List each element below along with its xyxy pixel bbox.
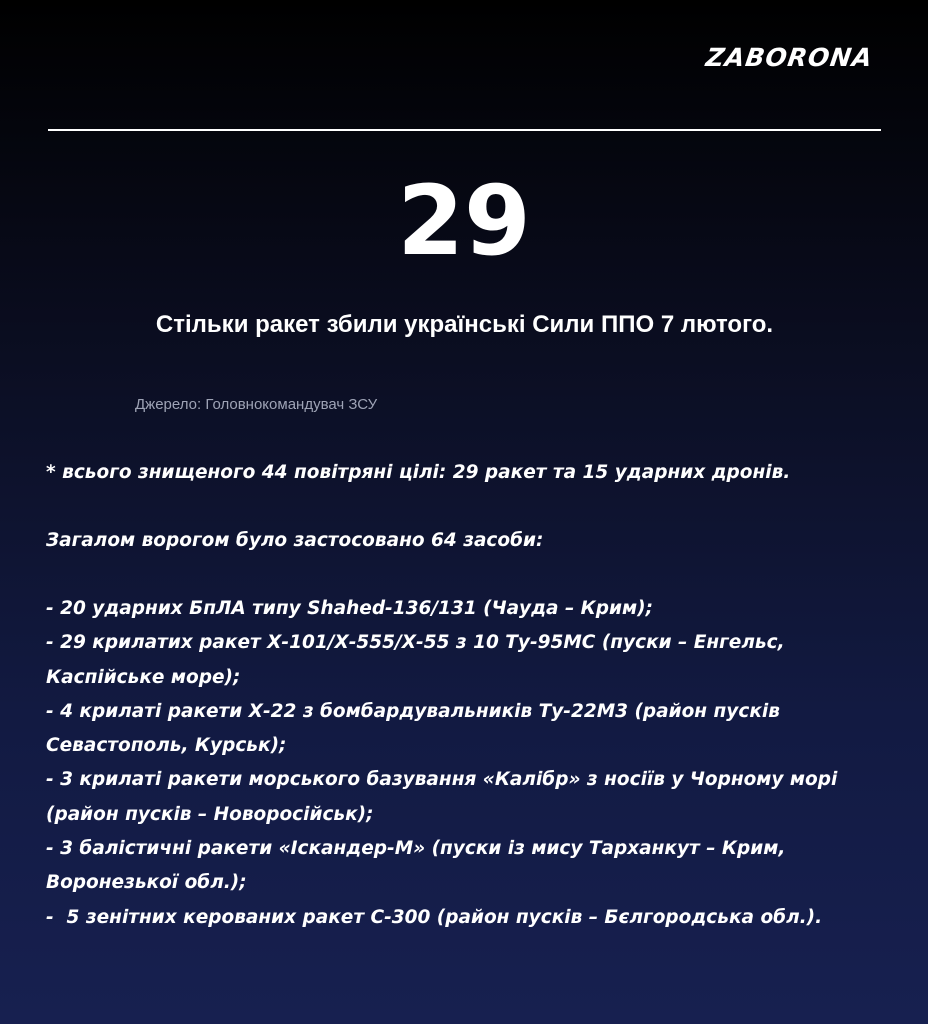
list-item: - 3 балістичні ракети «Іскандер-М» (пуски із мису Тарханкут – Крим, Воронезької обл.); — [46, 838, 792, 894]
details-block — [46, 456, 896, 935]
list-item: - 3 крилаті ракети морського базування «Калібр» з носіїв у Чорному морі (район пусків – Новоросійськ); — [46, 769, 844, 825]
summary-text: * всього знищеного 44 повітряні цілі: 29 ракет та 15 ударних дронів. — [46, 462, 791, 483]
stat-headline: Стільки ракет збили українські Сили ППО 7 лютого. — [155, 311, 774, 338]
list-item: - 20 ударних БпЛА типу Shahed-136/131 (Чауда – Крим); — [46, 598, 653, 619]
stat-number: 29 — [397, 165, 531, 277]
header-divider — [48, 129, 881, 131]
list-item: - 29 крилатих ракет Х-101/Х-555/Х-55 з 10 Ту-95МС (пуски – Енгельс, Каспійське море); — [46, 632, 792, 688]
list-item: - 5 зенітних керованих ракет С-300 (район пусків – Бєлгородська обл.). — [46, 906, 823, 928]
list-item: - 4 крилаті ракети Х-22 з бомбардувальників Ту-22М3 (район пусків Севастополь, Курськ); — [46, 700, 787, 757]
brand-logo-text: ZABORONA — [704, 43, 875, 72]
brand-logo — [704, 40, 875, 76]
intro-text: Загалом ворогом було застосовано 64 засоби: — [46, 530, 544, 551]
source-caption: Джерело: Головнокомандувач ЗСУ — [135, 396, 378, 413]
weapons-list — [46, 592, 896, 935]
